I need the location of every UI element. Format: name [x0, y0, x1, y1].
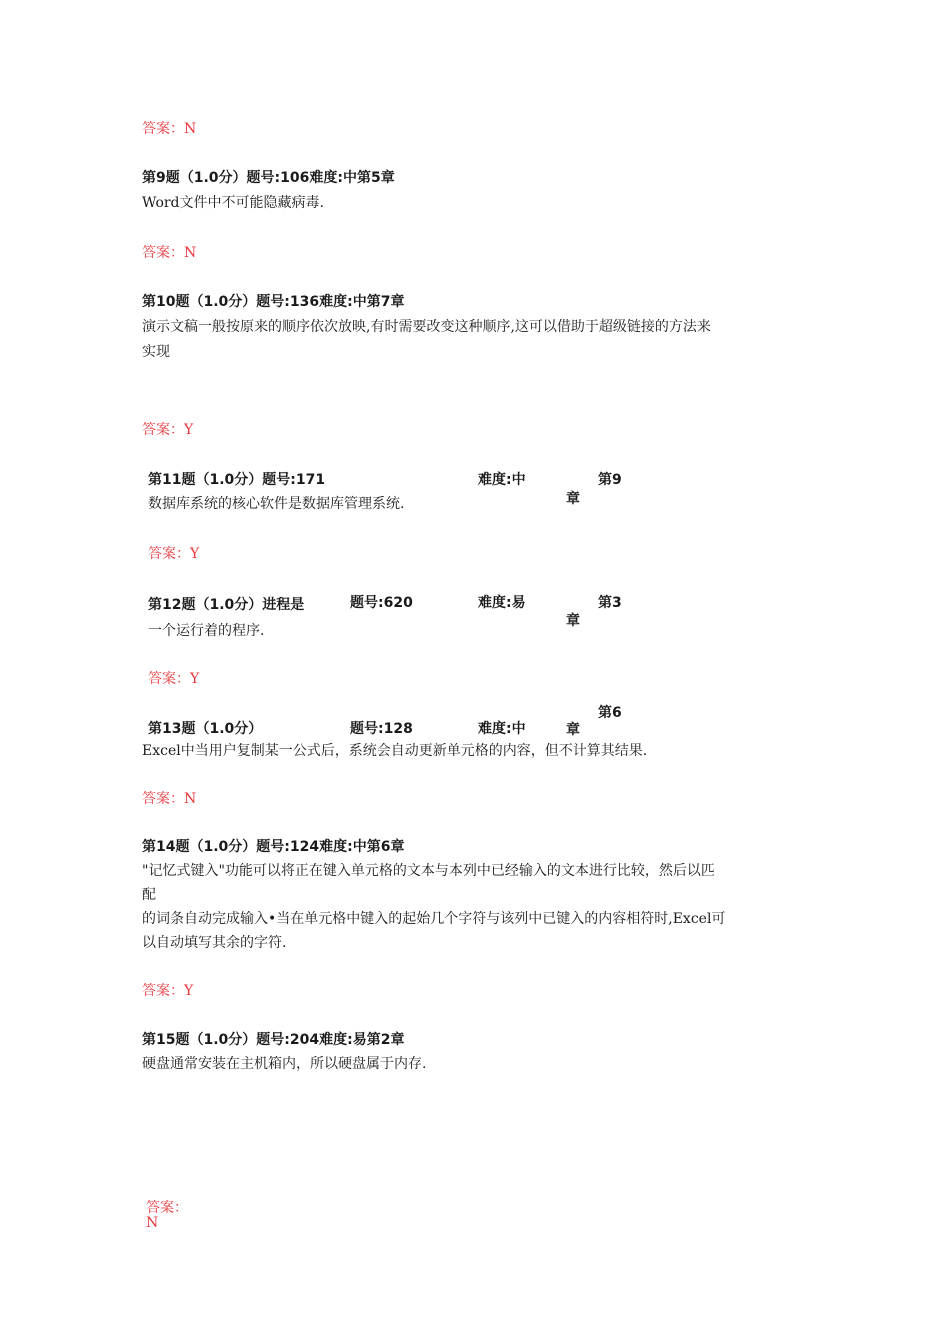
- question-11-header-number: 第11题（1.0分）题号:171: [148, 472, 326, 488]
- question-14-text-line4: 以自动填写其余的字符.: [142, 935, 287, 951]
- question-11-chapter: 第9: [598, 472, 622, 488]
- question-11-text: 数据库系统的核心软件是数据库管理系统.: [148, 496, 405, 512]
- answer-q15-label: 答案：: [146, 1200, 188, 1216]
- question-9-header: 第9题（1.0分）题号:106难度:中第5章: [142, 170, 395, 186]
- question-12-chapter: 第3: [598, 595, 622, 611]
- question-14-header: 第14题（1.0分）题号:124难度:中第6章: [142, 839, 405, 855]
- answer-q12: 答案：Y: [148, 671, 200, 687]
- answer-q10: 答案：Y: [142, 422, 194, 438]
- question-13-chapter: 第6: [598, 705, 622, 721]
- question-13-id: 题号:128: [350, 721, 413, 737]
- question-14-text-line2: 配: [142, 887, 156, 903]
- question-12-id: 题号:620: [350, 595, 413, 611]
- question-14-text-line1: "记忆式键入"功能可以将正在键入单元格的文本与本列中已经输入的文本进行比较，然后以匹: [142, 863, 715, 879]
- question-12-chapter-suffix: 章: [566, 613, 580, 629]
- question-11-chapter-suffix: 章: [566, 491, 580, 507]
- question-9-text: Word文件中不可能隐藏病毒.: [142, 195, 324, 211]
- answer-q9: 答案：N: [142, 245, 197, 261]
- answer-q13: 答案：N: [142, 791, 197, 807]
- question-14-text-line3: 的词条自动完成输入•当在单元格中键入的起始几个字符与该列中已键入的内容相符时,Excel可: [142, 911, 726, 927]
- question-13-chapter-suffix: 章: [566, 722, 580, 738]
- question-15-header: 第15题（1.0分）题号:204难度:易第2章: [142, 1032, 405, 1048]
- answer-q14: 答案：Y: [142, 983, 194, 999]
- question-12-text: 一个运行着的程序.: [148, 623, 265, 639]
- question-15-text: 硬盘通常安装在主机箱内，所以硬盘属于内存.: [142, 1056, 427, 1072]
- answer-q8: 答案：N: [142, 121, 197, 137]
- question-10-text-line2: 实现: [142, 344, 170, 360]
- question-13-difficulty: 难度:中: [478, 721, 526, 737]
- question-12-header-number: 第12题（1.0分）进程是: [148, 597, 305, 613]
- question-11-difficulty: 难度:中: [478, 472, 526, 488]
- question-10-text-line1: 演示文稿一般按原来的顺序依次放映,有时需要改变这种顺序,这可以借助于超级链接的方法来: [142, 319, 711, 335]
- answer-q11: 答案：Y: [148, 546, 200, 562]
- question-12-difficulty: 难度:易: [478, 595, 526, 611]
- answer-q15-value: N: [146, 1215, 159, 1231]
- question-13-text: Excel中当用户复制某一公式后，系统会自动更新单元格的内容，但不计算其结果.: [142, 743, 648, 759]
- question-10-header: 第10题（1.0分）题号:136难度:中第7章: [142, 294, 405, 310]
- question-13-header-number: 第13题（1.0分）: [148, 721, 263, 737]
